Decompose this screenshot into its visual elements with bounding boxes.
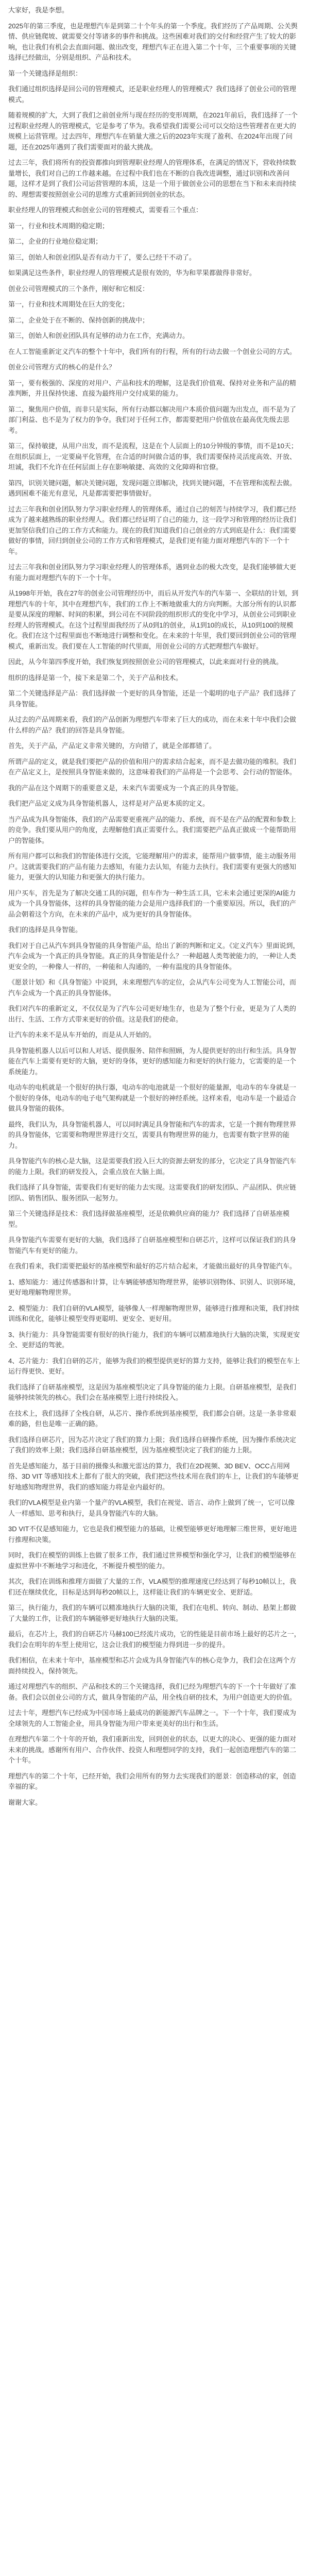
paragraph: 第三，执行能力，我们的车辆可以精准地执行大脑的决策，我们在电机、转向、制动、悬架上都做了大量的工作，让我们的车辆能够更好地执行大脑的决策。 <box>8 1604 297 1622</box>
paragraph: 首先，关于产品，产品定义非常关键的，方向错了，就是全部都错了。 <box>8 742 216 750</box>
paragraph: 职业经理人的管理模式和创业公司的管理模式，需要看三个重点： <box>8 206 203 214</box>
paragraph: 第一，行业和技术周期的稳定期； <box>8 222 109 230</box>
paragraph: 第三，创始人和创业团队具有足够的动力在工作，充满动力。 <box>8 332 190 340</box>
paragraph: 大家好，我是李想。 <box>8 6 69 14</box>
paragraph: 如果满足这些条件，职业经理人的管理模式是很有效的，华为和苹果都做得非常好。 <box>8 269 256 277</box>
paragraph: 第二，企业处于在不断的、保持创新的挑战中； <box>8 316 149 324</box>
paragraph: 第一个关键选择是组织： <box>8 69 82 77</box>
article-body <box>8 5 301 1808</box>
paragraph: 过去十年，理想汽车已经成为中国市场上最成功的新能源汽车品牌之一。下一个十年，我们要成为全球领先的人工智能企业，用具身智能为用户带来更美好的出行和生活。 <box>8 1709 297 1727</box>
paragraph: 过去三年我和创业团队努力学习职业经理人的管理体系，遇到业态的极大改变，是我们能够做大更有能力面对理想汽车的下一个十年。 <box>8 563 297 582</box>
paragraph: 最终，我们认为，具身智能机器人，可以同时满足具身智能和汽车的需求，它是一个拥有物理世界的具身智能体，它需要和物理世界进行交互，需要具有物理世界的能力，也需要有数字世界的能力。 <box>8 1120 297 1149</box>
paragraph: 我们选择自研芯片，因为芯片决定了我们的算力上限；我们选择自研操作系统，因为操作系统决定了我们的效率上限；我们选择自研基座模型，因为基座模型决定了我们的能力上限。 <box>8 1435 297 1454</box>
paragraph: 在人工智能重新定义汽车的整个十年中，我们所有的行程，所有的行动去做一个创业公司的方式。 <box>8 347 297 355</box>
paragraph: 2025年的第三季度，也是理想汽车是到第二十个年头的第一个季度。我们经历了产品周期、公关舆情、供应链爬坡、就需要交付等诸多的事件和挑战。这些困难对我们的交付和经营产生了较大的影响，也让我们有机会去直面问题、做出改变，理想汽车正在进入第二个十年，三个重要事项的关键选择已经做出，分别是组织、产品和技术。 <box>8 22 298 61</box>
paragraph: 创业公司管理方式的核心的是什么？ <box>8 363 116 371</box>
paragraph: 具身智能汽车需要有更好的大脑，我们选择了自研基座模型和自研芯片，这样可以保证我们的具身智能汽车有更好的能力。 <box>8 1236 297 1255</box>
paragraph: 第二，聚焦用户价值，而非只是实际，所有行动都以解决用户本质价值问题为出发点，而不是为了部门利益、也不是为了权力的争夺。我们对于任何工作，都需要把用户价值放在最高优先级去思考。 <box>8 405 297 434</box>
paragraph: 在我们看来，我们需要把最好的基座模型和最好的芯片结合起来，才能做出最好的具身智能汽车。 <box>8 1262 297 1270</box>
paragraph: 第二个关键选择是产品：我们选择做一个更好的具身智能，还是一个聪明的电子产品？我们选择了具身智能。 <box>8 689 297 708</box>
paragraph: 从1998年开始，我在27年的创业公司管理经历中，而后从开发汽车的汽车第一、全联结的计划，到理想汽车的十年，其中在理想汽车，我们的工作上不断地做重大的方向判断。大部分所有的认识都是要从深度的理解、时间的积累，到公司在不同阶段的组织形式的变化中学习，从创业公司到职业经理人的管理模式。在这个过程里面我经历了从0到1的创业，从1到10的成长，从10到100的规模化。我们在这个过程里面也不断地进行调整和变化。在未来的十年里，我们要回到创业公司的管理模式，重新出发。我们要在人工智能的时代里面，用创业公司的方式把理想汽车做好。 <box>8 589 299 650</box>
paragraph: 我们对于自己从汽车到具身智能的具身智能产品，给出了新的判断和定义。《定义汽车》里面说到，汽车会成为一个真正的具身智能。真正的具身智能是什么？一种超越人类驾驶能力的，一种让人类更安全的，一种像人一样的，一种能和人沟通的，一种有温度的具身智能体。 <box>8 941 300 971</box>
paragraph: 其次，我们在训练和推理方面做了大量的工作，VLA模型的推理速度已经达到了每秒10帧以上，我们还在继续优化，目标是达到每秒20帧以上，这样能让我们的车辆更安全、更舒适。 <box>8 1578 297 1596</box>
paragraph: 第三，创始人和创业团队是否有动力干了，要么已经干不动了。 <box>8 253 196 261</box>
paragraph: 从过去的产品周期来看，我们的产品创新为理想汽车带来了巨大的成功，而在未来十年中我们会做什么样的产品？我们的回答是具身智能。 <box>8 716 297 734</box>
paragraph: 因此，从今年第四季度开始，我们恢复到按照创业公司的管理模式，以此来面对行业的挑战。 <box>8 658 283 666</box>
paragraph: 我们选择了自研基座模型，这是因为基座模型决定了具身智能的能力上限。自研基座模型，是我们能够持续领先的核心。我们会在基座模型上进行持续投入。 <box>8 1383 297 1401</box>
paragraph: 《愿景计划》和《具身智能》中说到，未来理想汽车的定位，会从汽车公司变为人工智能公司，而汽车会成为一个真正的具身智能体。 <box>8 978 297 997</box>
paragraph: 首先是感知能力，基于目前的摄像头和激光雷达的算力，我们在2D视频、3D BEV、OCC占用网络、3D VIT 等感知技术上都有了很大的突破，我们把这些技术用在我们的车上，让我们的车能够更好地感知物理世界，我们的感知能力将是业内最好的。 <box>8 1462 299 1491</box>
paragraph: 我们的选择是具身智能。 <box>8 926 82 934</box>
paragraph: 所谓产品的定义，就是我们要把产品的价值和用户的需求结合起来，而不是去做功能的堆积。我们在产品定义上，是按照具身智能来做的，这意味着我们的产品将是一个会思考、会行动的智能体。 <box>8 757 297 776</box>
paragraph: 电动车的电机就是一个很好的执行器，电动车的电池就是一个很好的能量源，电动车的车身就是一个很好的身体，电动车的电子电气架构就是一个很好的神经系统。这样来看，电动车是一个最适合做具身智能的载体。 <box>8 1083 297 1112</box>
paragraph: 第四，识别关键问题，解决关键问题，发现问题立即解决，找到关键问题，不在管理和流程去做。遇到困难不能光有意见，凡是都需要把事情做好。 <box>8 479 297 497</box>
paragraph: 第二，企业的行业地位稳定期； <box>8 238 102 245</box>
paragraph: 我们通过组织选择是回公司的管理模式，还是职业经理人的管理模式？我们选择了创业公司的管理模式。 <box>8 85 297 104</box>
paragraph: 在理想汽车第二个十年的开始，我们重新出发，回到创业的状态，以更大的决心、更强的能力面对未来的挑战。感谢所有用户、合作伙伴、投资人和理想同学的支持，我们一起创造理想汽车的第二个十年。 <box>8 1735 297 1764</box>
paragraph: 通过对理想汽车的组织、产品和技术的三个关键选择，我们已经为理想汽车的下一个十年做好了准备。我们会以创业公司的方式，做具身智能的产品，用全栈自研的技术，为用户创造更大的价值。 <box>8 1683 297 1701</box>
paragraph: 第一，行业和技术周期处在巨大的变化； <box>8 300 129 308</box>
paragraph: 3、执行能力：具身智能需要有很好的执行能力，我们的车辆可以精准地执行大脑的决策，实现更安全、更舒适的驾驶。 <box>8 1330 300 1349</box>
paragraph: 具身智能汽车的核心是大脑，这是需要我们投入巨大的资源去研发的部分，它决定了具身智能汽车的能力上限。我们的研发投入，会重点放在大脑上面。 <box>8 1157 297 1176</box>
paragraph: 第一，要有极强的、深度的对用户、产品和技术的理解，这是我们价值观、保持对业务和产品的精准判断，并且保持快速、直接为最终用户交付成果的能力。 <box>8 379 297 397</box>
paragraph: 我的产品在这个周期下的重要意义是，未来汽车需要成为一个真正的具身智能。 <box>8 784 243 792</box>
paragraph: 1、感知能力：通过传感器和计算，让车辆能够感知物理世界，能够识别物体、识别人、识别环境，更好地理解物理世界。 <box>8 1278 300 1296</box>
paragraph: 4、芯片能力：我们自研的芯片，能够为我们的模型提供更好的算力支持，能够让我们的模型在车上运行得更快、更好。 <box>8 1357 300 1375</box>
paragraph: 我们的VLA模型是业内第一个量产的VLA模型，我们在视觉、语言、动作上做到了统一，它可以像人一样感知、思考和执行，是具身智能汽车的大脑。 <box>8 1499 295 1517</box>
paragraph: 让汽车的未来不是从车开始的，而是从人开始的。 <box>8 1031 156 1039</box>
paragraph: 当产品成为具身智能体，我们的产品需要更重视产品的能力、系统，而不是在产品的配置和参数上的竞争。我们要从用户的角度，去理解他们真正需要什么。我们需要把产品真正做成一个能帮助用户的智能体。 <box>8 815 297 844</box>
paragraph: 同时，我们在模型的训练上也做了很多工作，我们通过世界模型和强化学习，让我们的模型能够在虚拟世界中不断地学习和进化，不断提升模型的能力。 <box>8 1551 297 1570</box>
paragraph: 创业公司管理模式的三个条件，刚好和它相反： <box>8 284 149 293</box>
paragraph: 所有用户都可以和我们的智能体进行交流，它能理解用户的需求，能帮用户做事情，能主动服务用户。这就需要我们的产品有能力去感知，有能力去认知，有能力去执行。我们需要有更强大的感知能力，更强大的认知能力和更强大的执行能力。 <box>8 852 297 881</box>
paragraph: 我们把产品定义成为具身智能机器人，这样是对产品更本质的定义。 <box>8 800 210 807</box>
paragraph: 最后，在芯片上，我们的自研芯片马赫100已经流片成功，它的性能是目前市场上最好的芯片之一，我们会在明年的车型上使用它，这会让我们的模型能力得到进一步的提升。 <box>8 1630 301 1649</box>
paragraph: 理想汽车的第二个十年，已经开始，我们会用所有的努力去实现我们的愿景：创造移动的家，创造幸福的家。 <box>8 1772 297 1790</box>
paragraph: 谢谢大家。 <box>8 1798 42 1806</box>
paragraph: 过去三年，我们将所有的投资都推向到管理职业经理人的管理体系，在满足的情况下，营收持续数量增长，我们对自己的工作越来越。在过程中我们也在不断的自我改进调整，通过识别和改善问题，这样才是到了我们公司运营管理的本质，这是一个用于做创业公司的思想在当下和未来而持续的、理想需要按照创业公司的思维方式重新回到创业的状态。 <box>8 159 297 198</box>
paragraph: 第三，保持敏捷，从用户出发，而不是流程，这是在个人层面上的10分钟级的事情，而不是10天；在组织层面上，一定要扁平化管理，在合适的时间做合适的事，我们需要保持灵活度高效、开放、坦诚，我们不允许在任何层面上存在影响敏捷、高效的文化障碍和官僚。 <box>8 442 298 471</box>
paragraph: 第三个关键选择是技术：我们选择做基座模型，还是依赖供应商的能力？我们选择了自研基座模型。 <box>8 1210 290 1228</box>
paragraph: 具身智能机器人以后可以和人对话、提供服务、陪伴和照顾，为人提供更好的出行和生活。具身智能在汽车上需要有更好的大脑，更好的身体，更好的感知能力和更好的执行能力，它需要的是一个系统能力。 <box>8 1046 297 1076</box>
paragraph: 在技术上，我们选择了全栈自研，从芯片、操作系统到基座模型，我们都会自研。这是一条非常艰难的路，但也是唯一正确的路。 <box>8 1409 297 1428</box>
paragraph: 3D VIT不仅是感知能力，它也是我们模型能力的基础，让模型能够更好地理解三维世界，更好地进行推理和决策。 <box>8 1525 297 1544</box>
paragraph: 用户买车，首先是为了解决交通工具的问题，但车作为一种生活工具，它未来会通过更深的AI能力成为一个具身智能体，这样的具身智能的能力会是用户选择我们的一个重要原因。所以，我们的产品会朝着这个方向，在未来的产品中，成为更好的具身智能体。 <box>8 889 297 918</box>
paragraph: 过去三年我和创业团队努力学习职业经理人的管理体系，通过自己的刻苦与持续学习，我们都已经成为了越来越熟练的职业经理人。我们都已经证明了自己的能力，这一段学习和管理的经历让我们更加坚信我们自己的工作方式和能力。现在的我们知道我们自己创业的方式到底是什么：我们需要做好的事情，回归到创业公司的工作方式和管理模式，是我们更有能力面对理想汽车的下一个十年。 <box>8 505 297 555</box>
paragraph: 我们对汽车的重新定义，不仅仅是为了汽车公司更好地生存，也是为了整个行业，更是为了人类的出行、生活、工作方式带来更好的价值。这是我们的使命。 <box>8 1005 297 1023</box>
paragraph: 2、模型能力：我们自研的VLA模型，能够像人一样理解物理世界，能够进行推理和决策，我们持续训练和优化，能够让模型变得更聪明、更安全、更好用。 <box>8 1304 299 1323</box>
paragraph: 随着规模的扩大，大到了我们之前创业所与现在经历的变形周期，在2021年前后，我们选择了一个过程职业经理人的管理模式，它是参考了华为。我希望我们需要公司可以交给这些管理者在更大的规模上运营管理。过去四年，理想汽车在销量大涨之后的2023年实现了盈利、在2024年出现了问题，还在2025年遇到了我们需要面对的最大挑战。 <box>8 111 298 151</box>
paragraph: 我们选择了具身智能，需要我们有更好的能力去实现。这需要我们的研发团队、产品团队、供应链团队、销售团队、服务团队一起努力。 <box>8 1183 297 1202</box>
paragraph: 我们相信，在未来十年中，基座模型和芯片会成为具身智能汽车的核心竞争力，我们会在这两个方面持续投入，保持领先。 <box>8 1656 297 1675</box>
paragraph: 组织的选择是第一个，接下来是第二个，关于产品和技术。 <box>8 673 183 682</box>
